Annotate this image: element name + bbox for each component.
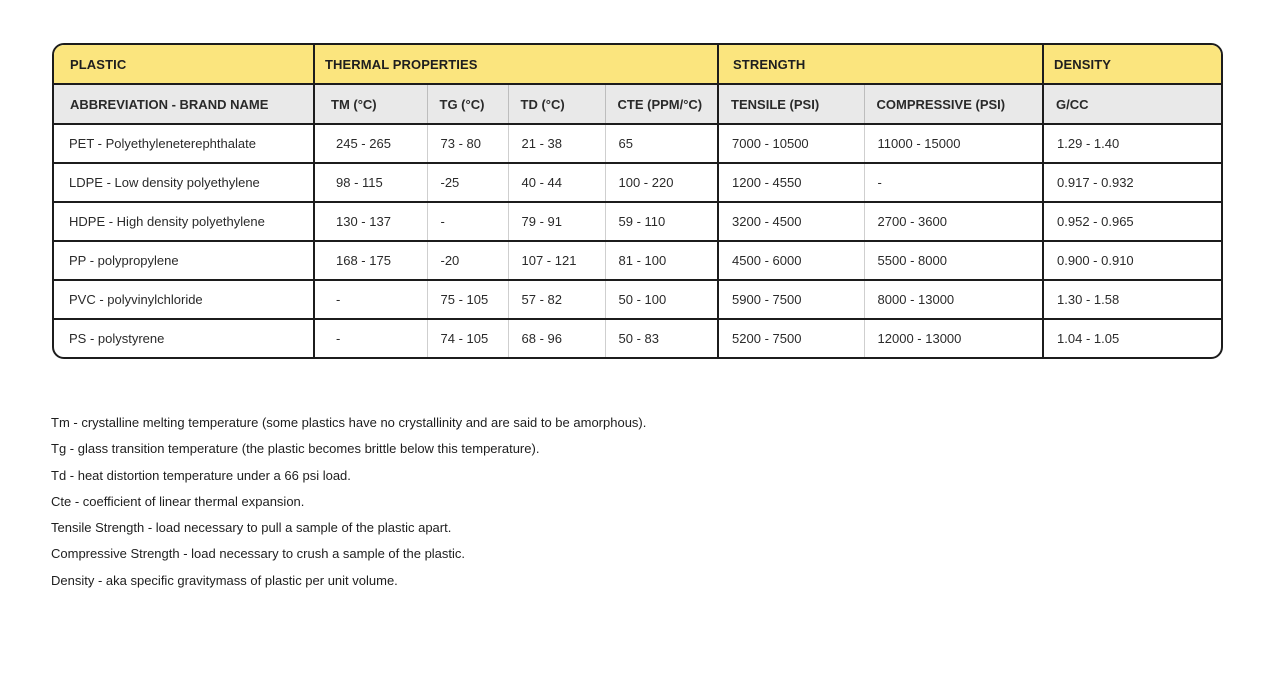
- cell-name: PET - Polyethyleneterephthalate: [54, 124, 314, 163]
- cell-compressive: 12000 - 13000: [864, 319, 1043, 357]
- cell-compressive: 11000 - 15000: [864, 124, 1043, 163]
- cell-compressive: 5500 - 8000: [864, 241, 1043, 280]
- cell-gcc: 1.04 - 1.05: [1043, 319, 1221, 357]
- table-row: [54, 202, 1221, 241]
- cell-name: PP - polypropylene: [54, 241, 314, 280]
- cell-name: LDPE - Low density polyethylene: [54, 163, 314, 202]
- cell-tg: -: [427, 202, 508, 241]
- cell-tensile: 5200 - 7500: [718, 319, 864, 357]
- cell-name: HDPE - High density polyethylene: [54, 202, 314, 241]
- cell-name: PVC - polyvinylchloride: [54, 280, 314, 319]
- table-row: [54, 241, 1221, 280]
- column-header-row: [54, 84, 1221, 124]
- group-header-strength: STRENGTH: [718, 45, 1043, 84]
- column-header-gcc: G/CC: [1043, 84, 1221, 124]
- cell-gcc: 0.900 - 0.910: [1043, 241, 1221, 280]
- cell-cte: 81 - 100: [605, 241, 718, 280]
- table-row: [54, 163, 1221, 202]
- cell-cte: 50 - 100: [605, 280, 718, 319]
- column-header-tensile: TENSILE (PSI): [718, 84, 864, 124]
- cell-compressive: 2700 - 3600: [864, 202, 1043, 241]
- cell-td: 68 - 96: [508, 319, 605, 357]
- table-row: [54, 319, 1221, 357]
- cell-tm: 245 - 265: [314, 124, 427, 163]
- note-td: Td - heat distortion temperature under a 66 psi load.: [51, 467, 351, 483]
- group-header-density: DENSITY: [1043, 45, 1221, 84]
- cell-gcc: 1.29 - 1.40: [1043, 124, 1221, 163]
- note-density: Density - aka specific gravitymass of plastic per unit volume.: [51, 572, 398, 588]
- group-header-plastic: PLASTIC: [54, 45, 314, 84]
- legend-notes: [51, 414, 1051, 598]
- column-header-tg: TG (°C): [427, 84, 508, 124]
- cell-compressive: 8000 - 13000: [864, 280, 1043, 319]
- cell-tensile: 5900 - 7500: [718, 280, 864, 319]
- plastics-properties-table: [52, 43, 1223, 359]
- note-tg: Tg - glass transition temperature (the plastic becomes brittle below this temperature).: [51, 441, 540, 457]
- column-header-cte: CTE (PPM/°C): [605, 84, 718, 124]
- column-header-td: TD (°C): [508, 84, 605, 124]
- cell-tm: -: [314, 280, 427, 319]
- cell-td: 107 - 121: [508, 241, 605, 280]
- group-header-thermal-properties: THERMAL PROPERTIES: [314, 45, 718, 84]
- cell-cte: 65: [605, 124, 718, 163]
- cell-gcc: 0.952 - 0.965: [1043, 202, 1221, 241]
- cell-tensile: 7000 - 10500: [718, 124, 864, 163]
- cell-td: 40 - 44: [508, 163, 605, 202]
- cell-name: PS - polystyrene: [54, 319, 314, 357]
- note-cte: Cte - coefficient of linear thermal expansion.: [51, 493, 305, 509]
- cell-cte: 100 - 220: [605, 163, 718, 202]
- cell-tg: -25: [427, 163, 508, 202]
- cell-cte: 50 - 83: [605, 319, 718, 357]
- cell-tm: -: [314, 319, 427, 357]
- cell-td: 57 - 82: [508, 280, 605, 319]
- note-tensile: Tensile Strength - load necessary to pull a sample of the plastic apart.: [51, 520, 452, 536]
- cell-tg: -20: [427, 241, 508, 280]
- cell-tm: 168 - 175: [314, 241, 427, 280]
- cell-tg: 73 - 80: [427, 124, 508, 163]
- cell-tg: 74 - 105: [427, 319, 508, 357]
- column-header-abbreviation: ABBREVIATION - BRAND NAME: [54, 84, 314, 124]
- table-row: [54, 124, 1221, 163]
- cell-tm: 130 - 137: [314, 202, 427, 241]
- cell-compressive: -: [864, 163, 1043, 202]
- note-tm: Tm - crystalline melting temperature (some plastics have no crystallinity and are said to be amorphous).: [51, 415, 647, 430]
- cell-gcc: 0.917 - 0.932: [1043, 163, 1221, 202]
- cell-gcc: 1.30 - 1.58: [1043, 280, 1221, 319]
- cell-tm: 98 - 115: [314, 163, 427, 202]
- properties-table: [54, 45, 1221, 357]
- column-header-tm: TM (°C): [314, 84, 427, 124]
- table-row: [54, 280, 1221, 319]
- cell-td: 79 - 91: [508, 202, 605, 241]
- column-header-compressive: COMPRESSIVE (PSI): [864, 84, 1043, 124]
- cell-tg: 75 - 105: [427, 280, 508, 319]
- cell-tensile: 1200 - 4550: [718, 163, 864, 202]
- cell-tensile: 4500 - 6000: [718, 241, 864, 280]
- cell-cte: 59 - 110: [605, 202, 718, 241]
- cell-td: 21 - 38: [508, 124, 605, 163]
- cell-tensile: 3200 - 4500: [718, 202, 864, 241]
- group-header-row: [54, 45, 1221, 84]
- note-compressive: Compressive Strength - load necessary to crush a sample of the plastic.: [51, 546, 466, 562]
